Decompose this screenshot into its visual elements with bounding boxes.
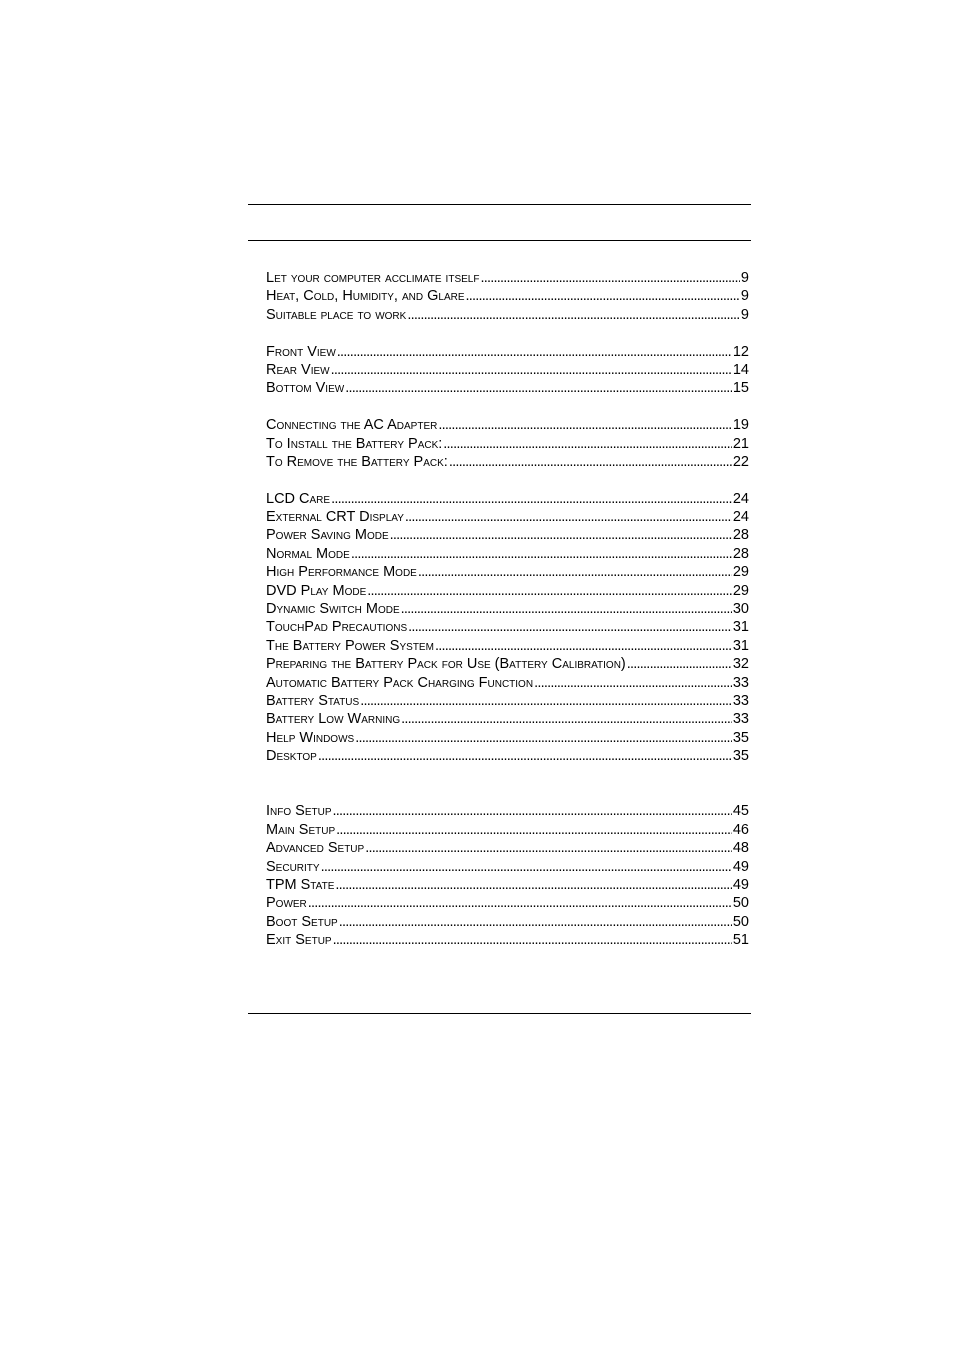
toc-entry[interactable] [266, 379, 749, 397]
toc-entry[interactable] [266, 876, 749, 894]
toc-entry[interactable] [266, 287, 749, 305]
toc-entry[interactable] [266, 343, 749, 361]
toc-page-number: 30 [732, 601, 749, 618]
toc-entry-title: Heat, Cold, Humidity, and Glare [266, 288, 465, 305]
toc-dot-leader [390, 526, 732, 544]
toc-page-number: 46 [732, 821, 749, 838]
toc-entry-title: Boot Setup [266, 913, 338, 930]
toc-group [266, 802, 749, 949]
toc-entry[interactable] [266, 618, 749, 636]
toc-dot-leader [405, 508, 732, 526]
toc-page-number: 32 [732, 656, 749, 673]
toc-entry[interactable] [266, 269, 749, 287]
toc-entry[interactable] [266, 490, 749, 508]
toc-dot-leader [418, 563, 732, 581]
toc-dot-leader [438, 416, 732, 434]
toc-entry[interactable] [266, 655, 749, 673]
toc-group [266, 490, 749, 766]
toc-dot-leader [407, 306, 740, 324]
toc-entry[interactable] [266, 894, 749, 912]
toc-entry[interactable] [266, 858, 749, 876]
toc-entry[interactable] [266, 913, 749, 931]
toc-dot-leader [355, 729, 732, 747]
toc-dot-leader [351, 545, 732, 563]
toc-entry-title: Power Saving Mode [266, 527, 389, 544]
toc-entry[interactable] [266, 802, 749, 820]
toc-entry-title: Battery Low Warning [266, 711, 401, 728]
toc-page-number: 50 [732, 913, 749, 930]
toc-dot-leader [333, 931, 732, 949]
toc-page-number: 9 [740, 270, 749, 286]
toc-dot-leader [335, 876, 731, 894]
toc-entry-title: Dynamic Switch Mode [266, 601, 400, 618]
toc-dot-leader [333, 802, 732, 820]
toc-dot-leader [443, 435, 732, 453]
toc-dot-leader [321, 858, 732, 876]
toc-entry-title: LCD Care [266, 490, 331, 507]
toc-page-number: 51 [732, 932, 749, 949]
toc-page-number: 33 [732, 692, 749, 709]
toc-entry-title: TouchPad Precautions [266, 619, 408, 636]
toc-group [266, 269, 749, 324]
toc-entry-title: TPM State [266, 876, 335, 893]
toc-entry-title: Info Setup [266, 803, 332, 820]
toc-page-number: 28 [732, 527, 749, 544]
toc-entry-title: Rear View [266, 361, 330, 378]
toc-page-number: 49 [732, 876, 749, 893]
toc-entry[interactable] [266, 747, 749, 765]
toc-entry-title: Suitable place to work [266, 306, 407, 323]
toc-dot-leader [480, 269, 739, 287]
toc-entry-title: Automatic Battery Pack Charging Function [266, 674, 534, 691]
toc-entry[interactable] [266, 821, 749, 839]
toc-entry[interactable] [266, 600, 749, 618]
toc-entry[interactable] [266, 361, 749, 379]
toc-entry[interactable] [266, 729, 749, 747]
toc-dot-leader [365, 839, 732, 857]
toc-page-number: 9 [740, 288, 749, 305]
toc-dot-leader [534, 674, 732, 692]
toc-dot-leader [449, 453, 732, 471]
toc-entry-title: DVD Play Mode [266, 582, 367, 599]
toc-page-number: 50 [732, 895, 749, 912]
toc-dot-leader [360, 692, 732, 710]
toc-page-number: 33 [732, 711, 749, 728]
toc-entry-title: Normal Mode [266, 545, 350, 562]
toc-dot-leader [331, 490, 732, 508]
toc-group [266, 343, 749, 398]
toc-page-number: 33 [732, 674, 749, 691]
toc-dot-leader [308, 894, 732, 912]
toc-dot-leader [345, 379, 732, 397]
toc-page-number: 21 [732, 435, 749, 452]
toc-entry-title: Preparing the Battery Pack for Use (Battery Calibration) [266, 656, 626, 673]
toc-dot-leader [408, 618, 732, 636]
toc-page-number: 22 [732, 453, 749, 470]
toc-dot-leader [435, 637, 732, 655]
toc-dot-leader [367, 582, 732, 600]
toc-dot-leader [339, 913, 732, 931]
toc-page-number: 48 [732, 840, 749, 857]
toc-page-number: 31 [732, 619, 749, 636]
toc-page-number: 49 [732, 858, 749, 875]
toc-entry-title: Bottom View [266, 380, 345, 397]
toc-entry[interactable] [266, 416, 749, 434]
toc-page-number: 9 [740, 306, 749, 323]
toc-entry-title: External CRT Display [266, 509, 404, 526]
toc-page-number: 24 [732, 490, 749, 507]
toc-entry-title: Power [266, 895, 307, 912]
toc-entry[interactable] [266, 526, 749, 544]
toc-entry-title: Let your computer acclimate itself [266, 270, 480, 286]
toc-dot-leader [331, 361, 732, 379]
toc-entry[interactable] [266, 306, 749, 324]
toc-page-number: 45 [732, 803, 749, 820]
toc-entry[interactable] [266, 563, 749, 581]
toc-page-number: 15 [732, 380, 749, 397]
toc-page-number: 29 [732, 582, 749, 599]
toc-entry-title: Security [266, 858, 320, 875]
toc-page-number: 19 [732, 417, 749, 434]
toc-entry-title: Advanced Setup [266, 840, 365, 857]
toc-entry[interactable] [266, 582, 749, 600]
toc-dot-leader [627, 655, 732, 673]
toc-entry-title: Front View [266, 343, 336, 360]
toc-page-number: 29 [732, 564, 749, 581]
second-rule [248, 240, 751, 241]
toc-page-number: 35 [732, 729, 749, 746]
toc-entry-title: Desktop [266, 748, 317, 765]
toc-entry[interactable] [266, 453, 749, 471]
toc-page-number: 35 [732, 748, 749, 765]
toc-dot-leader [337, 343, 732, 361]
toc-entry-title: Help Windows [266, 729, 355, 746]
toc-page-number: 31 [732, 637, 749, 654]
toc-dot-leader [466, 287, 740, 305]
toc-entry[interactable] [266, 545, 749, 563]
top-rule [248, 204, 751, 205]
toc-entry[interactable] [266, 674, 749, 692]
toc-dot-leader [318, 747, 732, 765]
toc-dot-leader [336, 821, 732, 839]
toc-entry-title: The Battery Power System [266, 637, 434, 654]
toc-entry-title: Connecting the AC Adapter [266, 417, 438, 434]
toc-entry[interactable] [266, 637, 749, 655]
bottom-rule [248, 1013, 751, 1014]
toc-entry[interactable] [266, 435, 749, 453]
toc-page-number: 28 [732, 545, 749, 562]
toc-entry[interactable] [266, 839, 749, 857]
toc-entry-title: To Install the Battery Pack: [266, 435, 443, 452]
toc-entry-title: To Remove the Battery Pack: [266, 453, 448, 470]
toc-entry[interactable] [266, 692, 749, 710]
toc-page-number: 12 [732, 343, 749, 360]
toc-entry-title: Battery Status [266, 692, 360, 709]
toc-entry-title: High Performance Mode [266, 564, 417, 581]
toc-page-number: 24 [732, 509, 749, 526]
toc-entry-title: Exit Setup [266, 932, 332, 949]
toc-dot-leader [401, 600, 732, 618]
toc-entry[interactable] [266, 931, 749, 949]
toc-entry[interactable] [266, 508, 749, 526]
table-of-contents [266, 269, 749, 949]
toc-entry-title: Main Setup [266, 821, 336, 838]
toc-page-number: 14 [732, 361, 749, 378]
toc-entry[interactable] [266, 710, 749, 728]
toc-dot-leader [401, 710, 732, 728]
toc-group [266, 416, 749, 471]
